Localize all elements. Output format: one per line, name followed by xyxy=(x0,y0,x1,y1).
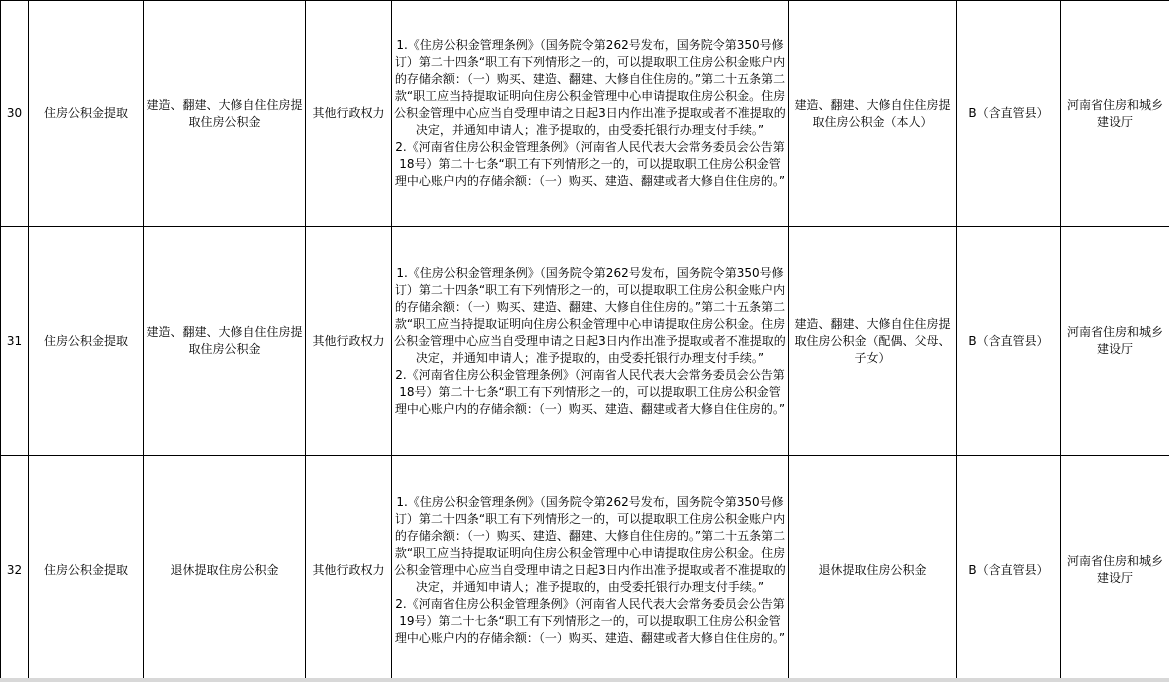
cell-item[interactable]: 建造、翻建、大修自住住房提取住房公积金 xyxy=(144,227,306,456)
cell-sub-item[interactable]: 建造、翻建、大修自住住房提取住房公积金（配偶、父母、子女） xyxy=(789,227,957,456)
table-row xyxy=(1,1,1169,227)
cell-legal-basis[interactable] xyxy=(392,1,789,227)
cell-legal-basis[interactable] xyxy=(392,456,789,682)
cell-item[interactable]: 退休提取住房公积金 xyxy=(144,456,306,682)
cell-department[interactable]: 河南省住房和城乡建设厅 xyxy=(1061,456,1169,682)
cell-seq[interactable]: 32 xyxy=(1,456,29,682)
cell-category[interactable]: 住房公积金提取 xyxy=(29,1,144,227)
cell-power-type[interactable]: 其他行政权力 xyxy=(306,227,392,456)
cell-power-type[interactable]: 其他行政权力 xyxy=(306,1,392,227)
cell-category[interactable]: 住房公积金提取 xyxy=(29,456,144,682)
cell-seq[interactable]: 31 xyxy=(1,227,29,456)
cell-seq[interactable]: 30 xyxy=(1,1,29,227)
legal-basis-paragraph-1: 1.《住房公积金管理条例》（国务院令第262号发布，国务院令第350号修订）第二十四条“职工有下列情形之一的，可以提取职工住房公积金账户内的存储余额：（一）购买、建造、翻建、大修自住住房的。”第二十五条第二款“职工应当持提取证明向住房公积金管理中心申请提取住房公积金。住房公积金管理中心应当自受理申请之日起3日内作出准予提取或者不准提取的决定，并通知申请人；准予提取的，由受委托银行办理支付手续。” xyxy=(394,38,786,137)
legal-basis-paragraph-2: 2.《河南省住房公积金管理条例》（河南省人民代表大会常务委员会公告第18号）第二十七条“职工有下列情形之一的，可以提取职工住房公积金管理中心账户内的存储余额：（一）购买、建造、翻建或者大修自住住房的。” xyxy=(394,140,786,188)
cell-sub-item[interactable]: 建造、翻建、大修自住住房提取住房公积金（本人） xyxy=(789,1,957,227)
table-row xyxy=(1,227,1169,456)
legal-basis-paragraph-2: 2.《河南省住房公积金管理条例》（河南省人民代表大会常务委员会公告第19号）第二十七条“职工有下列情形之一的，可以提取职工住房公积金管理中心账户内的存储余额：（一）购买、建造、翻建或者大修自住住房的。” xyxy=(394,596,786,645)
cell-level[interactable]: B（含直管县） xyxy=(957,1,1061,227)
cell-category[interactable]: 住房公积金提取 xyxy=(29,227,144,456)
cell-level[interactable]: B（含直管县） xyxy=(957,456,1061,682)
cell-department[interactable]: 河南省住房和城乡建设厅 xyxy=(1061,1,1169,227)
legal-basis-paragraph-1: 1.《住房公积金管理条例》（国务院令第262号发布，国务院令第350号修订）第二十四条“职工有下列情形之一的，可以提取职工住房公积金账户内的存储余额：（一）购买、建造、翻建、大修自住住房的。”第二十五条第二款“职工应当持提取证明向住房公积金管理中心申请提取住房公积金。住房公积金管理中心应当自受理申请之日起3日内作出准予提取或者不准提取的决定，并通知申请人；准予提取的，由受委托银行办理支付手续。” xyxy=(394,494,786,594)
cell-level[interactable]: B（含直管县） xyxy=(957,227,1061,456)
cell-sub-item[interactable]: 退休提取住房公积金 xyxy=(789,456,957,682)
cell-item[interactable]: 建造、翻建、大修自住住房提取住房公积金 xyxy=(144,1,306,227)
cell-power-type[interactable]: 其他行政权力 xyxy=(306,456,392,682)
table-row xyxy=(1,456,1169,682)
cell-department[interactable]: 河南省住房和城乡建设厅 xyxy=(1061,227,1169,456)
legal-basis-paragraph-1: 1.《住房公积金管理条例》（国务院令第262号发布，国务院令第350号修订）第二十四条“职工有下列情形之一的，可以提取职工住房公积金账户内的存储余额：（一）购买、建造、翻建、大修自住住房的。”第二十五条第二款“职工应当持提取证明向住房公积金管理中心申请提取住房公积金。住房公积金管理中心应当自受理申请之日起3日内作出准予提取或者不准提取的决定，并通知申请人；准予提取的，由受委托银行办理支付手续。” xyxy=(394,265,786,365)
viewport-bottom-edge xyxy=(0,678,1169,682)
legal-basis-paragraph-2: 2.《河南省住房公积金管理条例》（河南省人民代表大会常务委员会公告第18号）第二十七条“职工有下列情形之一的，可以提取职工住房公积金管理中心账户内的存储余额：（一）购买、建造、翻建或者大修自住住房的。” xyxy=(394,367,786,416)
cell-legal-basis[interactable] xyxy=(392,227,789,456)
